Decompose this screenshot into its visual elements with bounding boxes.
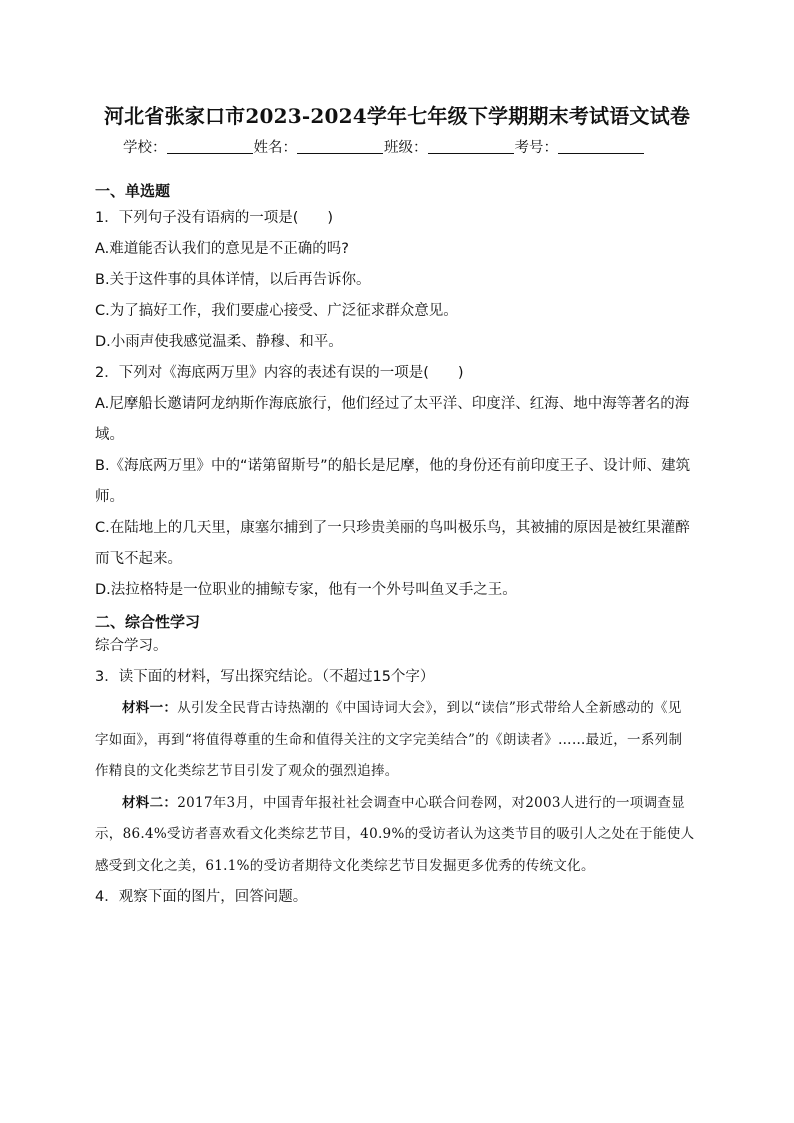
name-blank <box>297 139 383 154</box>
school-blank <box>167 139 253 154</box>
material-2-label: 材料二： <box>122 794 178 811</box>
question-1-stem: 1．下列句子没有语病的一项是( ) <box>95 210 334 226</box>
question-1-option-d: D.小雨声使我感觉温柔、静穆、和平。 <box>95 334 343 350</box>
section-heading-comprehensive: 二、综合性学习 <box>95 613 201 631</box>
question-2-option-b: B.《海底两万里》中的“诺第留斯号”的船长是尼摩，他的身份还有前印度王子、设计师、建筑师。 <box>95 458 691 505</box>
exam-content <box>95 179 695 913</box>
material-1-label: 材料一： <box>122 700 178 716</box>
comprehensive-intro: 综合学习。 <box>95 638 168 654</box>
exam-number-blank <box>558 139 644 154</box>
question-2-stem: 2．下列对《海底两万里》内容的表述有误的一项是( ) <box>95 365 464 381</box>
question-4-stem: 4．观察下面的图片，回答问题。 <box>95 889 308 905</box>
material-2 <box>95 788 695 883</box>
exam-title: 河北省张家口市2023-2024学年七年级下学期期末考试语文试卷 <box>103 104 691 128</box>
class-label: 班级： <box>384 140 428 156</box>
class-blank <box>428 139 514 154</box>
question-1-option-c: C.为了搞好工作，我们要虚心接受、广泛征求群众意见。 <box>95 303 458 319</box>
school-label: 学校： <box>123 140 167 156</box>
section-heading-single-choice: 一、单选题 <box>95 182 171 200</box>
material-1 <box>95 693 695 788</box>
material-1-text: 从引发全民背古诗热潮的《中国诗词大会》，到以“读信”形式带给人全新感动的《见字如面》，再到“将值得尊重的生命和值得关注的文字完美结合”的《朗读者》……最近，一系列制作精良的文化类综艺节目引发了观众的强烈追捧。 <box>95 700 683 779</box>
student-info-row <box>123 136 683 157</box>
exam-number-label: 考号： <box>514 140 558 156</box>
question-2-option-d: D.法拉格特是一位职业的捕鲸专家，他有一个外号叫鱼叉手之王。 <box>95 582 517 598</box>
name-label: 姓名： <box>253 140 297 156</box>
question-3-stem: 3．读下面的材料，写出探究结论。（不超过15个字） <box>95 669 435 685</box>
material-2-text: 2017年3月，中国青年报社社会调查中心联合问卷网，对2003人进行的一项调查显示，86.4%受访者喜欢看文化类综艺节目，40.9%的受访者认为这类节目的吸引人之处在于能使人感受到文化之美，61.1%的受访者期待文化类综艺节目发掘更多优秀的传统文化。 <box>95 794 695 874</box>
question-2-option-a: A.尼摩船长邀请阿龙纳斯作海底旅行，他们经过了太平洋、印度洋、红海、地中海等著名的海域。 <box>95 396 690 443</box>
question-1-option-a: A.难道能否认我们的意见是不正确的吗? <box>95 241 349 257</box>
question-1-option-b: B.关于这件事的具体详情，以后再告诉你。 <box>95 272 371 288</box>
question-2-option-c: C.在陆地上的几天里，康塞尔捕到了一只珍贵美丽的鸟叫极乐鸟，其被捕的原因是被红果灌醉而飞不起来。 <box>95 520 690 567</box>
